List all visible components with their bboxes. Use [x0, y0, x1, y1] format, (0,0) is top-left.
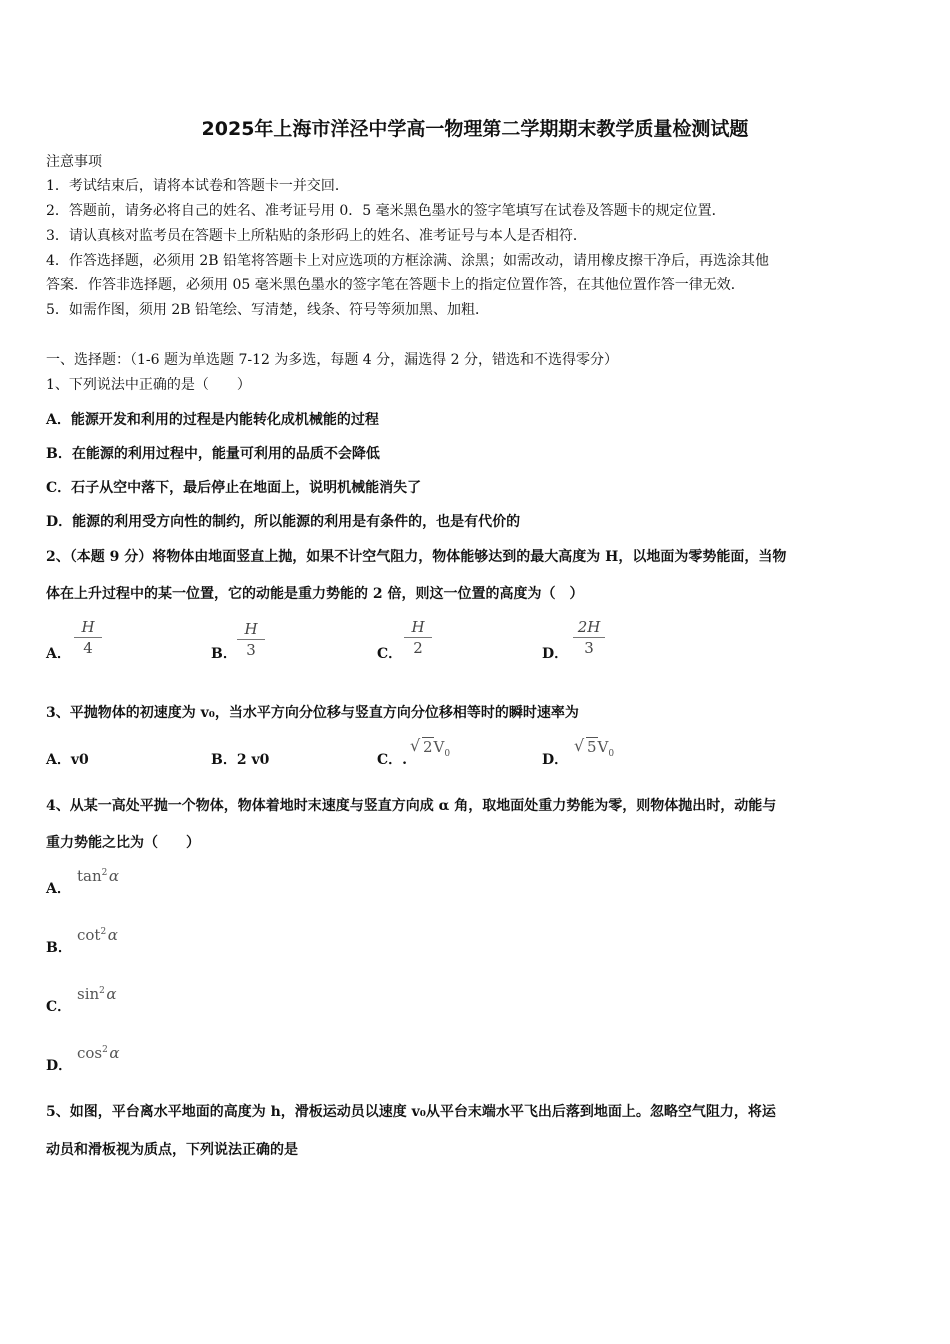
q4-stem-line2: 重力势能之比为（ ） — [46, 835, 200, 851]
q1-stem: 1、下列说法中正确的是（ ） — [46, 377, 251, 393]
q2-option-d-label: D． — [542, 646, 569, 662]
q4-option-b-math: $\cot^2$ α — [77, 926, 118, 944]
q2-option-d-fraction: 2H 3 — [573, 618, 605, 657]
q4-option-d-label: D． — [46, 1058, 73, 1074]
q3-option-b: B．2 v0 — [211, 752, 270, 768]
q1-option-d: D．能源的利用受方向性的制约，所以能源的利用是有条件的，也是有代价的 — [46, 514, 521, 530]
q2-stem-line2: 体在上升过程中的某一位置，它的动能是重力势能的 2 倍，则这一位置的高度为（ ） — [46, 586, 584, 602]
notice-item-2: 2．答题前，请务必将自己的姓名、准考证号用 0．5 毫米黑色墨水的签字笔填写在试卷及答题卡的规定位置． — [46, 203, 726, 219]
q5-stem-line1: 5、如图，平台离水平地面的高度为 h，滑板运动员以速度 v₀从平台末端水平飞出后落到地面上。忽略空气阻力，将运 — [46, 1104, 776, 1120]
q2-option-b-label: B． — [211, 646, 237, 662]
q2-stem-line1: 2、（本题 9 分）将物体由地面竖直上抛，如果不计空气阻力，物体能够达到的最大高度为 H，以地面为零势能面，当物 — [46, 549, 787, 565]
q4-stem-line1: 4、从某一高处平抛一个物体，物体着地时末速度与竖直方向成 α 角，取地面处重力势能为零，则物体抛出时，动能与 — [46, 798, 777, 814]
q3-option-c-label: C．. — [377, 752, 408, 768]
notice-item-4: 4．作答选择题，必须用 2B 铅笔将答题卡上对应选项的方框涂满、涂黑；如需改动，请用橡皮擦干净后，再选涂其他 — [46, 253, 769, 269]
q1-option-b: B．在能源的利用过程中，能量可利用的品质不会降低 — [46, 446, 380, 462]
q2-option-a-label: A． — [46, 646, 71, 662]
q2-option-c-label: C． — [377, 646, 403, 662]
q4-option-d-math: $\cos^2$ α — [77, 1044, 120, 1062]
q2-option-c-fraction: H 2 — [404, 618, 432, 657]
q3-option-d-math: √ $5V_0$ — [576, 738, 614, 759]
q2-option-b-fraction: H 3 — [237, 620, 265, 659]
page-title: 2025年上海市洋泾中学高一物理第二学期期末教学质量检测试题 — [201, 118, 749, 140]
q5-stem-line2: 动员和滑板视为质点，下列说法正确的是 — [46, 1142, 298, 1158]
q2-option-a-fraction: H 4 — [74, 618, 102, 657]
notice-item-4-cont: 答案．作答非选择题，必须用 05 毫米黑色墨水的签字笔在答题卡上的指定位置作答，在其他位置作答一律无效． — [46, 277, 745, 293]
notice-heading: 注意事项 — [46, 154, 102, 170]
q3-stem: 3、平抛物体的初速度为 v₀，当水平方向分位移与竖直方向分位移相等时的瞬时速率为 — [46, 705, 579, 721]
q4-option-c-label: C． — [46, 999, 72, 1015]
q3-option-d-label: D． — [542, 752, 569, 768]
q4-option-a-math: $\tan^2$ α — [77, 867, 120, 885]
q1-option-a: A．能源开发和利用的过程是内能转化成机械能的过程 — [46, 412, 379, 428]
q4-option-b-label: B． — [46, 940, 72, 956]
q4-option-a-label: A． — [46, 881, 71, 897]
q3-option-c-math: √ $2V_0$ — [412, 738, 450, 759]
q1-option-c: C．石子从空中落下，最后停止在地面上，说明机械能消失了 — [46, 480, 422, 496]
notice-item-5: 5．如需作图，须用 2B 铅笔绘、写清楚，线条、符号等须加黑、加粗． — [46, 302, 490, 318]
section-heading: 一、选择题：（1-6 题为单选题 7-12 为多选，每题 4 分，漏选得 2 分，错选和不选得零分） — [46, 352, 618, 368]
q4-option-c-math: $\sin^2$ α — [77, 985, 117, 1003]
notice-item-3: 3．请认真核对监考员在答题卡上所粘贴的条形码上的姓名、准考证号与本人是否相符． — [46, 228, 587, 244]
q3-option-a: A．v0 — [46, 752, 89, 768]
notice-item-1: 1．考试结束后，请将本试卷和答题卡一并交回． — [46, 178, 349, 194]
